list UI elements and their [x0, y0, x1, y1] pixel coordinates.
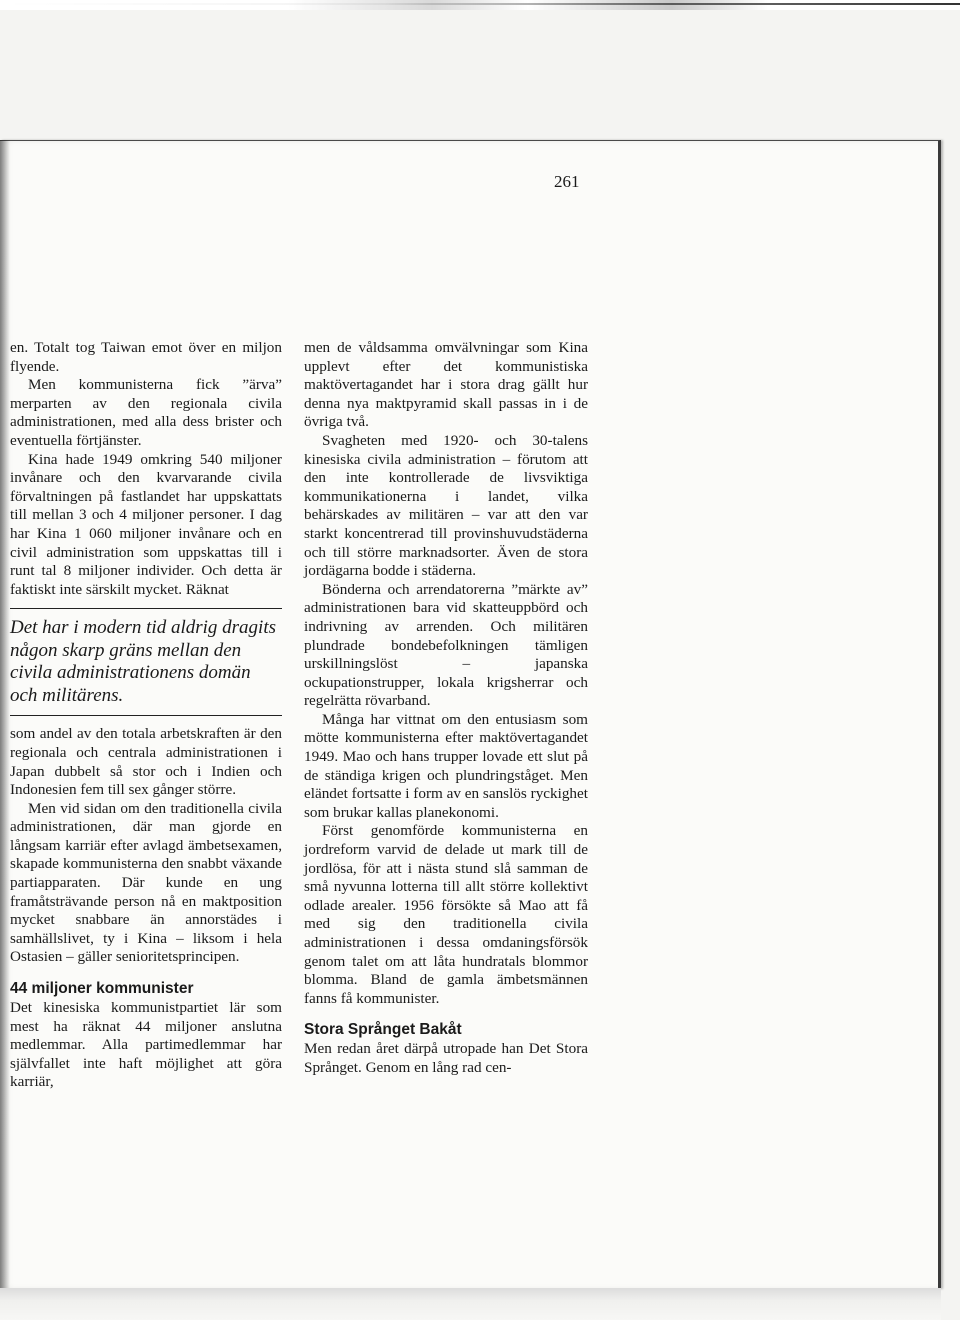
right-paragraph-3: Bönderna och arrendatorerna ”märkte av” administrationen bara vid skatteuppbörd och indrivning av arrenden. Och militären plundrade bondebefolkningen tämligen urskillningslöst – japanska ockupationstrupper, lokala krigsherrar och regelrätta rövarband. [304, 580, 588, 710]
right-paragraph-1: men de våldsamma omvälvningar som Kina upplevt efter det kommunistiska maktövertagandet har i stora drag gällt hur denna nya maktpyramid skall passas in i de övriga två. [304, 339, 588, 431]
left-paragraph-5: Men vid sidan om den traditionella civila administrationen, där man gjorde en långsam karriär efter avlagd ämbetsexamen, skapade kommunisterna den snabbt växande partiapparaten. Där kunde en ung framåtsträvande person nå en maktposition mycket snabbare än annorstädes i samhällslivet, ty i Kina – liksom i hela Ostasien – gäller senioritetsprincipen. [10, 799, 282, 966]
left-paragraph-6: Det kinesiska kommunistpartiet lär som mest ha räknat 44 miljoner anslutna medlemmar. Alla partimedlemmar har självfallet inte haft möjlighet att göra karriär, [10, 999, 282, 1091]
section-heading-left: 44 miljoner kommunister [10, 980, 194, 998]
left-paragraph-1: en. Totalt tog Taiwan emot över en miljon flyende. [10, 339, 282, 375]
page-number: 261 [554, 172, 580, 191]
left-paragraph-3: Kina hade 1949 omkring 540 miljoner invånare och den kvarvarande civila förvaltningen på fastlandet har uppskattats till mellan 3 och 4 miljoner personer. I dag har Kina 1 060 miljoner invånare och en civil administration som uppskattas till i runt tal 8 miljoner individer. Och detta är faktiskt inte särskilt mycket. Räknat [10, 450, 282, 598]
right-paragraph-5: Först genomförde kommunisterna en jordreform varvid de delade ut mark till de jordlösa, för att i nästa stund slå samman de små nyvunna lotterna till allt större kollektivt odlade arealer. 1956 försökte så Mao att få med sig den traditionella civila administrationen i dessa omdaningsförsök genom talet om att låta hundratals blommor blomma. Bland de gamla ämbetsmännen fanns få kommunister. [304, 822, 588, 1007]
page-gutter-shadow [0, 140, 10, 1288]
right-paragraph-6: Men redan året därpå utropade han Det Stora Språnget. Genom en lång rad cen- [304, 1040, 588, 1076]
left-paragraph-2: Men kommunisterna fick ”ärva” merparten av den regionala civila administrationen, med alla dess brister och eventuella förtjänster. [10, 376, 282, 449]
left-paragraph-4: som andel av den totala arbetskraften är den regionala och centrala administrationen i Japan dubbelt så stor och i Indien och Indonesien fem till sex gånger större. [10, 725, 282, 799]
section-heading-right: Stora Språnget Bakåt [304, 1021, 462, 1039]
pull-quote: Det har i modern tid aldrig dragits någon skarp gräns mellan den civila administrationens domän och militärens. [10, 608, 282, 716]
right-column [304, 339, 588, 1078]
scan-top-edge [0, 0, 960, 10]
scan-top-line [0, 3, 960, 5]
scan-bottom-edge [0, 1288, 941, 1320]
left-column [10, 339, 282, 1092]
right-paragraph-4: Många har vittnat om den entusiasm som mötte kommunisterna efter maktövertagandet 1949. Mao och hans trupper lovade ett slut på de ständiga krigen och plundringståget. Men eländet fortsatte i form av en sanslös ryckighet som brukar kallas planekonomi. [304, 710, 588, 821]
right-paragraph-2: Svagheten med 1920- och 30-talens kinesiska civila administration – förutom att den inte kontrollerade de livsviktiga kommunikationerna i landet, vilka behärskades av militären – var att den var starkt koncentrerad till provinshuvudstäderna och till större marknadsorter. Även de stora jordägarna bodde i städerna. [304, 431, 588, 580]
